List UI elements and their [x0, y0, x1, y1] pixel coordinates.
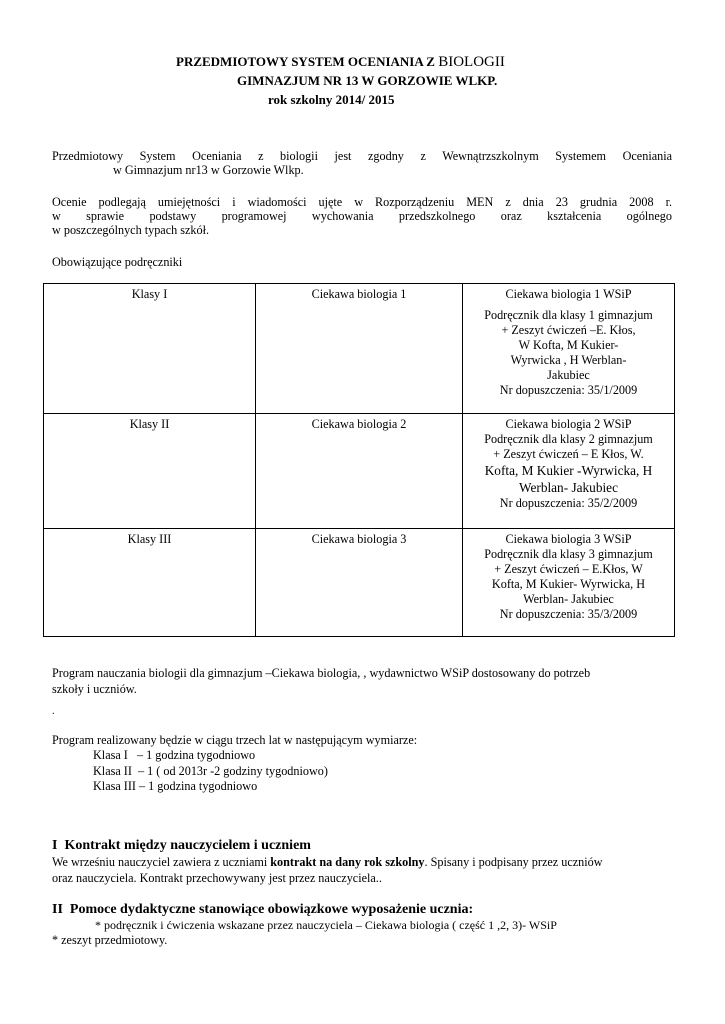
section-1-text-start: We wrześniu nauczyciel zawiera z uczniami: [52, 855, 271, 869]
table-row: [44, 529, 675, 637]
intro-paragraph-2-line-2: w sprawie podstawy programowej wychowania przedszkolnego oraz kształcenia ogólnego: [52, 209, 672, 223]
schedule-item: Klasa II – 1 ( od 2013r -2 godziny tygodniowo): [93, 764, 328, 778]
details-line: Werblan- Jakubiec: [523, 592, 614, 606]
school-name: GIMNAZJUM NR 13 W GORZOWIE WLKP.: [237, 73, 498, 88]
textbooks-heading: Obowiązujące podręczniki: [52, 255, 183, 269]
details-line: + Zeszyt ćwiczeń – E.Kłos, W: [494, 562, 643, 576]
title-text: PRZEDMIOTOWY SYSTEM OCENIANIA Z: [176, 54, 439, 69]
program-line-1: Program nauczania biologii dla gimnazjum –Ciekawa biologia, , wydawnictwo WSiP dostosowany do potrzeb: [52, 666, 591, 680]
class-cell: Klasy II: [44, 414, 256, 529]
details-line: Kofta, M Kukier- Wyrwicka, H: [491, 577, 646, 591]
intro-paragraph-2-line-1: Ocenie podlegają umiejętności i wiadomości ujęte w Rozporządzeniu MEN z dnia 23 grudnia 2008 r.: [52, 195, 672, 209]
details-line: W Kofta, M Kukier-: [518, 338, 619, 352]
section-1-text-line-2: oraz nauczyciela. Kontrakt przechowywany jest przez nauczyciela..: [52, 871, 382, 885]
details-line: Nr dopuszczenia: 35/1/2009: [499, 383, 638, 397]
section-2-heading: II Pomoce dydaktyczne stanowiące obowiązkowe wyposażenie ucznia:: [52, 902, 474, 917]
document-title: [176, 54, 505, 71]
section-1-text-bold: kontrakt na dany rok szkolny: [270, 855, 425, 869]
details-line: + Zeszyt ćwiczeń – E Kłos, W.: [493, 447, 644, 461]
section-1-text-line-1: [52, 855, 603, 870]
section-1-text-end: . Spisany i podpisany przez uczniów: [424, 855, 603, 869]
textbooks-table: [43, 283, 675, 637]
intro-paragraph-1-line-2: w Gimnazjum nr13 w Gorzowie Wlkp.: [113, 163, 304, 177]
details-cell: [463, 529, 675, 637]
table-row: [44, 284, 675, 414]
details-line: Kofta, M Kukier -Wyrwicka, H: [484, 463, 653, 478]
book-cell: Ciekawa biologia 2: [256, 414, 463, 529]
table-row: [44, 414, 675, 529]
book-cell: Ciekawa biologia 1: [256, 284, 463, 414]
details-line: Podręcznik dla klasy 3 gimnazjum: [484, 547, 653, 561]
details-line: Jakubiec: [547, 368, 590, 382]
details-line: Nr dopuszczenia: 35/3/2009: [499, 607, 638, 621]
intro-paragraph-2-line-3: w poszczególnych typach szkół.: [52, 223, 210, 237]
title-subject: BIOLOGII: [438, 54, 505, 70]
details-line: Wyrwicka , H Werblan-: [510, 353, 627, 367]
details-cell: [463, 284, 675, 414]
program-line-2: szkoły i uczniów.: [52, 682, 137, 696]
schedule-intro: Program realizowany będzie w ciągu trzech lat w następującym wymiarze:: [52, 733, 418, 747]
details-line: Werblan- Jakubiec: [519, 480, 618, 495]
section-1-heading: I Kontrakt między nauczycielem i uczniem: [52, 838, 311, 853]
details-line: Ciekawa biologia 2 WSiP: [505, 417, 632, 431]
details-cell: [463, 414, 675, 529]
stray-dot: .: [52, 706, 55, 717]
schedule-item: Klasa I – 1 godzina tygodniowo: [93, 748, 256, 762]
section-2-item: * zeszyt przedmiotowy.: [52, 933, 168, 947]
details-line: + Zeszyt ćwiczeń –E. Kłos,: [501, 323, 636, 337]
section-2-item: * podręcznik i ćwiczenia wskazane przez nauczyciela – Ciekawa biologia ( część 1 ,2, 3)- WSiP: [95, 918, 557, 932]
details-line: Ciekawa biologia 3 WSiP: [505, 532, 632, 546]
class-cell: Klasy III: [44, 529, 256, 637]
book-cell: Ciekawa biologia 3: [256, 529, 463, 637]
details-line: Podręcznik dla klasy 1 gimnazjum: [484, 308, 653, 322]
school-year: rok szkolny 2014/ 2015: [268, 92, 395, 107]
schedule-item: Klasa III – 1 godzina tygodniowo: [93, 779, 258, 793]
details-line: Nr dopuszczenia: 35/2/2009: [499, 496, 638, 510]
details-line: Podręcznik dla klasy 2 gimnazjum: [484, 432, 653, 446]
details-line: Ciekawa biologia 1 WSiP: [505, 287, 632, 301]
class-cell: Klasy I: [44, 284, 256, 414]
intro-paragraph-1-line-1: Przedmiotowy System Oceniania z biologii jest zgodny z Wewnątrzszkolnym Systemem Oceniania: [52, 149, 672, 163]
